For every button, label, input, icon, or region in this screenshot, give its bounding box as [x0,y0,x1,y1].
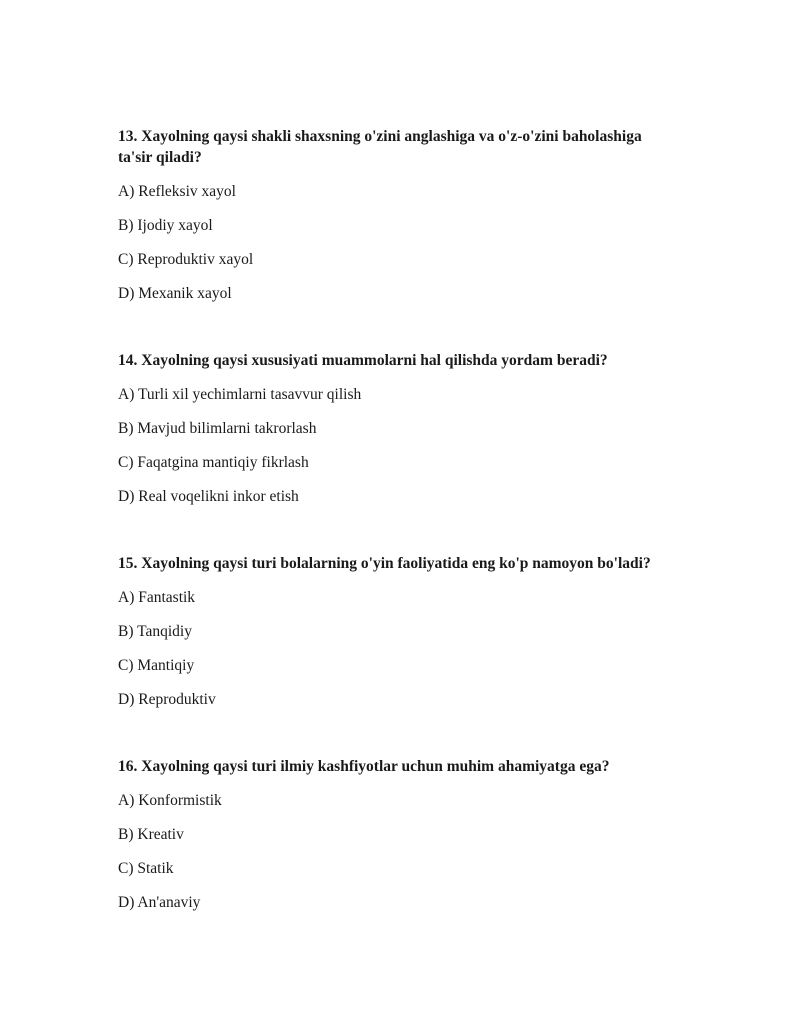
option-c: C) Faqatgina mantiqiy fikrlash [118,454,309,471]
question-16 [118,756,678,926]
option-a: A) Refleksiv xayol [118,183,236,200]
option-d: D) Mexanik xayol [118,285,232,302]
question-text: 15. Xayolning qaysi turi bolalarning o'yin faoliyatida eng ko'p namoyon bo'ladi? [118,555,651,572]
option-b: B) Tanqidiy [118,623,192,640]
option-c: C) Reproduktiv xayol [118,251,254,268]
option-b: B) Mavjud bilimlarni takrorlash [118,420,317,437]
question-text: 14. Xayolning qaysi xususiyati muammolarni hal qilishda yordam beradi? [118,352,608,369]
option-d: D) Reproduktiv [118,691,216,708]
option-c: C) Statik [118,860,174,877]
question-text: 16. Xayolning qaysi turi ilmiy kashfiyotlar uchun muhim ahamiyatga ega? [118,758,610,775]
option-a: A) Fantastik [118,589,196,606]
question-15 [118,553,678,723]
question-14 [118,350,678,520]
question-13 [118,126,678,317]
option-b: B) Kreativ [118,826,184,843]
option-d: D) An'anaviy [118,894,201,911]
option-a: A) Konformistik [118,792,222,809]
option-c: C) Mantiqiy [118,657,195,674]
option-b: B) Ijodiy xayol [118,217,213,234]
option-a: A) Turli xil yechimlarni tasavvur qilish [118,386,362,403]
question-text: 13. Xayolning qaysi shakli shaxsning o'zini anglashiga va o'z-o'zini baholashiga ta'sir qiladi? [118,128,642,166]
option-d: D) Real voqelikni inkor etish [118,488,299,505]
